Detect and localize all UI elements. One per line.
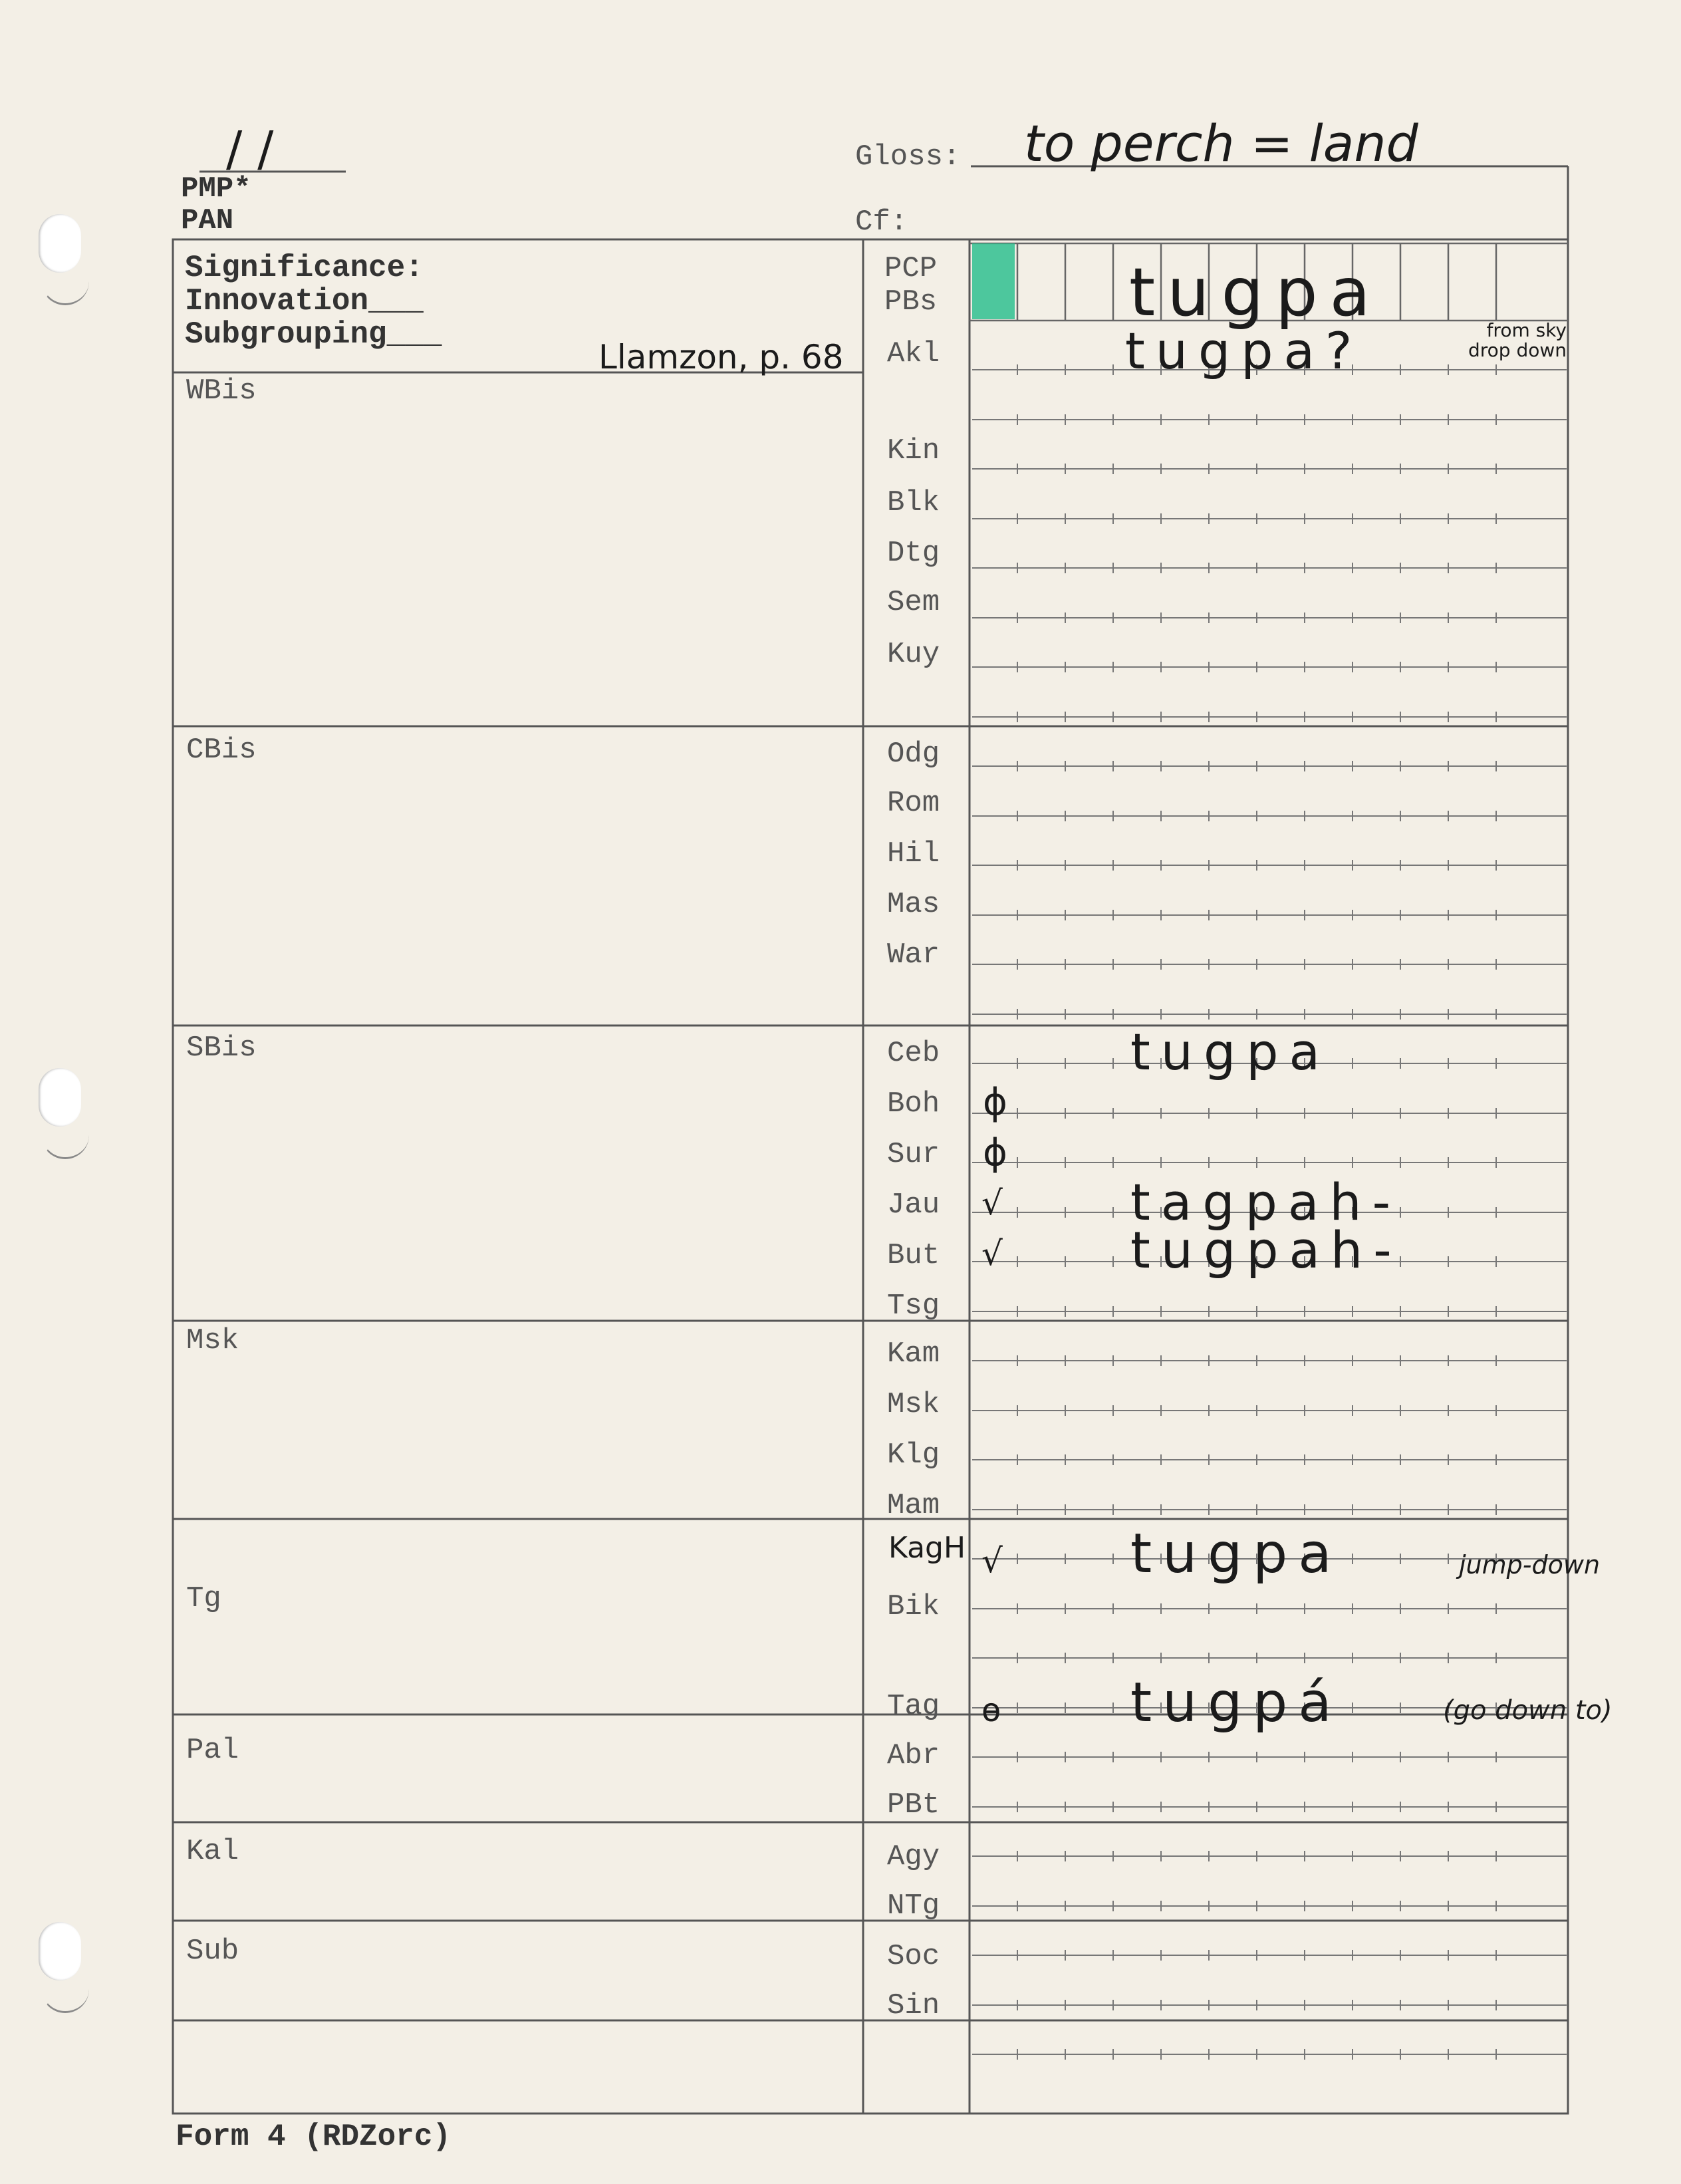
lang-code-akl: Akl: [887, 337, 940, 370]
lang-code-pbs: PBs: [884, 285, 938, 319]
group-label-kal: Kal: [186, 1835, 239, 1868]
mark-boh: ϕ: [983, 1081, 1007, 1124]
punch-hole-bottom: [39, 1922, 81, 1980]
form-jau: tagpah-: [1130, 1172, 1402, 1232]
group-label-tg: Tg: [186, 1582, 221, 1615]
cf-label: Cf:: [855, 205, 908, 239]
innovation-label: Innovation___: [185, 284, 424, 319]
lang-code-bik: Bik: [887, 1590, 940, 1623]
group-label-msk: Msk: [186, 1324, 239, 1357]
lang-code-odg: Odg: [887, 738, 940, 771]
pmp-slash-marks: / /: [226, 121, 274, 177]
lang-code-msk: Msk: [887, 1388, 940, 1421]
gloss-value: to perch = land: [1024, 114, 1418, 173]
lang-code-jau: Jau: [887, 1188, 940, 1222]
group-label-pal: Pal: [186, 1734, 239, 1767]
lang-code-pbt: PBt: [887, 1788, 940, 1822]
lang-code-sin: Sin: [887, 1989, 940, 2022]
lang-code-kuy: Kuy: [887, 638, 940, 671]
lang-code-ceb: Ceb: [887, 1037, 940, 1070]
form-tag: tugpá: [1130, 1671, 1343, 1734]
group-label-sbis: SBis: [186, 1031, 257, 1065]
significance-label: Significance:: [185, 251, 424, 285]
group-label-cbis: CBis: [186, 734, 257, 767]
lang-code-but: But: [887, 1239, 940, 1272]
source-note: Llamzon, p. 68: [598, 338, 844, 376]
lang-code-kam: Kam: [887, 1337, 940, 1371]
note-kagh: jump-down: [1459, 1550, 1601, 1579]
lang-code-kin: Kin: [887, 434, 940, 468]
lang-code-ntg: NTg: [887, 1889, 940, 1923]
mark-sur: ϕ: [983, 1131, 1007, 1174]
note-akl: from sky drop down: [1468, 319, 1567, 361]
gloss-label: Gloss:: [855, 140, 961, 174]
pan-label: PAN: [181, 204, 234, 237]
group-label-sub: Sub: [186, 1935, 239, 1968]
form-but: tugpah-: [1130, 1220, 1402, 1280]
form-ceb: tugpa: [1130, 1022, 1331, 1081]
group-label-wbis: WBis: [186, 374, 257, 408]
mark-but: √: [981, 1234, 1003, 1273]
mark-jau: √: [981, 1184, 1003, 1222]
lang-code-war: War: [887, 938, 940, 972]
form-akl: tugpa?: [1125, 321, 1363, 380]
punch-hole-middle: [39, 1068, 81, 1127]
punch-hole-top: [39, 214, 81, 273]
lang-code-sem: Sem: [887, 586, 940, 619]
mark-kagh: √: [981, 1542, 1003, 1580]
lang-code-soc: Soc: [887, 1940, 940, 1973]
lang-code-dtg: Dtg: [887, 537, 940, 570]
lang-code-tsg: Tsg: [887, 1290, 940, 1323]
note-tag: (go down to): [1443, 1695, 1613, 1726]
lang-code-mam: Mam: [887, 1489, 940, 1522]
lang-code-abr: Abr: [887, 1739, 940, 1772]
mark-tag: ө: [981, 1692, 1001, 1729]
lang-code-tag: Tag: [887, 1690, 940, 1723]
form-kagh: tugpa: [1130, 1522, 1343, 1585]
subgrouping-label: Subgrouping___: [185, 317, 442, 352]
lang-code-sur: Sur: [887, 1138, 940, 1171]
lang-code-blk: Blk: [887, 486, 940, 519]
lang-code-rom: Rom: [887, 787, 940, 820]
form-pbs: tugpa: [1129, 253, 1382, 331]
lang-code-mas: Mas: [887, 888, 940, 921]
lang-code-pcp: PCP: [884, 252, 938, 285]
form-footer-label: Form 4 (RDZorc): [176, 2119, 452, 2154]
pmp-label: PMP*: [181, 172, 251, 205]
lang-code-agy: Agy: [887, 1840, 940, 1873]
lang-code-kagh: KagH: [888, 1531, 966, 1565]
lang-code-klg: Klg: [887, 1438, 940, 1472]
lang-code-boh: Boh: [887, 1087, 940, 1121]
lang-code-hil: Hil: [887, 837, 940, 871]
